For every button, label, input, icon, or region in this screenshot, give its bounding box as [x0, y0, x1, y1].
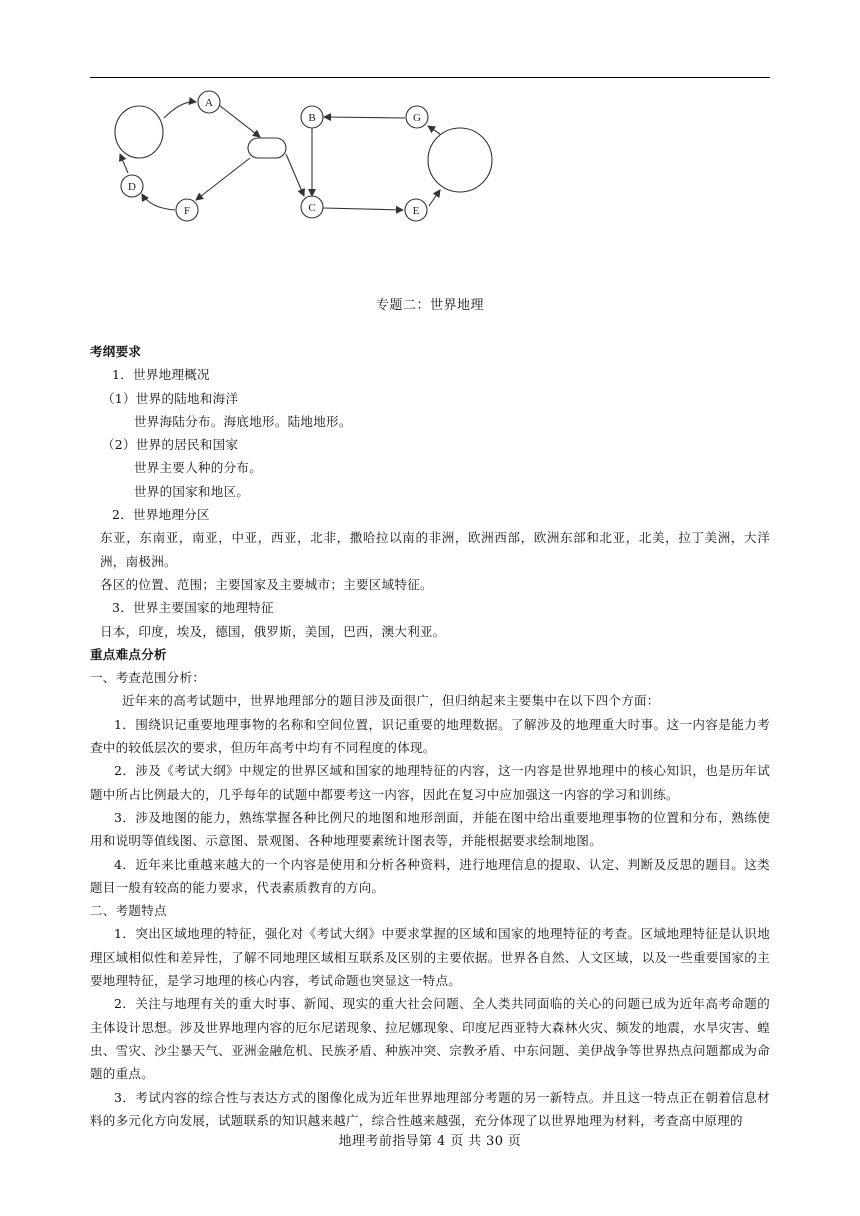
- header-rule: [90, 77, 770, 78]
- section-title: 专题二：世界地理: [375, 298, 484, 313]
- outline-line: 3．世界主要国家的地理特征: [112, 600, 274, 616]
- node-c-label: C: [308, 202, 316, 214]
- analysis-paragraph: 2．涉及《考试大纲》中规定的世界区域和国家的地理特征的内容，这一内容是世界地理中的核心知识，也是历年试题中所占比例最大的，几乎每年的试题中都要考这一内容，因此在复习中应加强这一内容的学习和训练。: [90, 763, 770, 802]
- outline-line: 世界的国家和地区。: [134, 483, 250, 499]
- analysis-paragraph: 1．突出区域地理的特征，强化对《考试大纲》中要求掌握的区域和国家的地理特征的考查。区域地理特征是认识地理区域相似性和差异性，了解不同地理区域相互联系及区别的主要依据。世界各自然、人文区域，以及一些重要国家的主要地理特征，是学习地理的核心内容，考试命题也突显这一特点。: [90, 926, 770, 989]
- node-d-label: D: [128, 181, 136, 193]
- outline-line: 东亚，东南亚，南亚，中亚，西亚，北非，撒哈拉以南的非洲，欧洲西部，欧洲东部和北亚，北美，拉丁美洲，大洋洲，南极洲。: [100, 530, 770, 569]
- node-a-label: A: [205, 97, 213, 109]
- analysis-paragraph: 3．考试内容的综合性与表达方式的图像化成为近年世界地理部分考题的另一新特点。并且这一特点正在朝着信息材料的多元化方向发展，试题联系的知识越来越广，综合性越来越强，充分体现了以世界地理为材料，考查高中原理的: [90, 1089, 770, 1128]
- node-f-label: F: [183, 205, 191, 217]
- node-g-label: G: [413, 112, 421, 124]
- analysis-paragraph: 3．涉及地图的能力，熟练掌握各种比例尺的地图和地形剖面，并能在图中给出重要地理事物的位置和分布，熟练使用和说明等值线图、示意图、景观图、各种地理要素统计图表等，并能根据要求绘制地图。: [90, 809, 770, 849]
- center-rounded-box: [248, 138, 286, 158]
- node-b-label: B: [308, 112, 316, 124]
- right-large-circle: [428, 128, 492, 192]
- outline-line: 2．世界地理分区: [112, 507, 210, 523]
- left-large-circle: [115, 106, 163, 158]
- analysis-paragraph: 2．关注与地理有关的重大时事、新闻、现实的重大社会问题、全人类共同面临的关心的问题已成为近年高考命题的主体设计思想。涉及世界地理内容的厄尔尼诺现象、拉尼娜现象、印度尼西亚特大森林火灾、频发的地震，水旱灾害、蝗虫、雪灾、沙尘暴天气、亚洲金融危机、民族矛盾、种族冲突、宗教矛盾、中东问题、美伊战争等世界热点问题都成为命题的重点。: [90, 996, 770, 1082]
- page-body: [90, 340, 770, 1132]
- outline-heading: 考纲要求: [90, 344, 142, 359]
- outline-line: （1）世界的陆地和海洋: [102, 390, 239, 406]
- outline-line: 世界主要人种的分布。: [134, 460, 263, 476]
- analysis-part1-intro: 近年来的高考试题中，世界地理部分的题目涉及面很广，但归纳起来主要集中在以下四个方面：: [122, 693, 660, 709]
- analysis-part1-title: 一、考查范围分析：: [90, 670, 206, 686]
- cycle-diagram: [90, 80, 520, 240]
- analysis-heading: 重点难点分析: [90, 646, 167, 662]
- outline-line: 1．世界地理概况: [112, 367, 210, 383]
- outline-line: 日本，印度，埃及，德国，俄罗斯，美国，巴西，澳大利亚。: [100, 623, 446, 639]
- analysis-part2-title: 二、考题特点: [90, 903, 167, 919]
- page-footer: 地理考前指导第 4 页 共 30 页: [338, 1134, 522, 1149]
- outline-line: 各区的位置、范围；主要国家及主要城市；主要区域特征。: [100, 576, 433, 592]
- outline-line: （2）世界的居民和国家: [102, 437, 239, 453]
- node-e-label: E: [412, 205, 420, 217]
- outline-line: 世界海陆分布。海底地形。陆地地形。: [134, 413, 352, 429]
- analysis-paragraph: 1．围绕识记重要地理事物的名称和空间位置，识记重要的地理数据。了解涉及的地理重大时事。这一内容是能力考查中的较低层次的要求，但历年高考中均有不同程度的体现。: [90, 716, 770, 756]
- analysis-paragraph: 4．近年来比重越来越大的一个内容是使用和分析各种资料，进行地理信息的提取、认定、判断及反思的题目。这类题目一般有较高的能力要求，代表素质教育的方向。: [90, 856, 770, 895]
